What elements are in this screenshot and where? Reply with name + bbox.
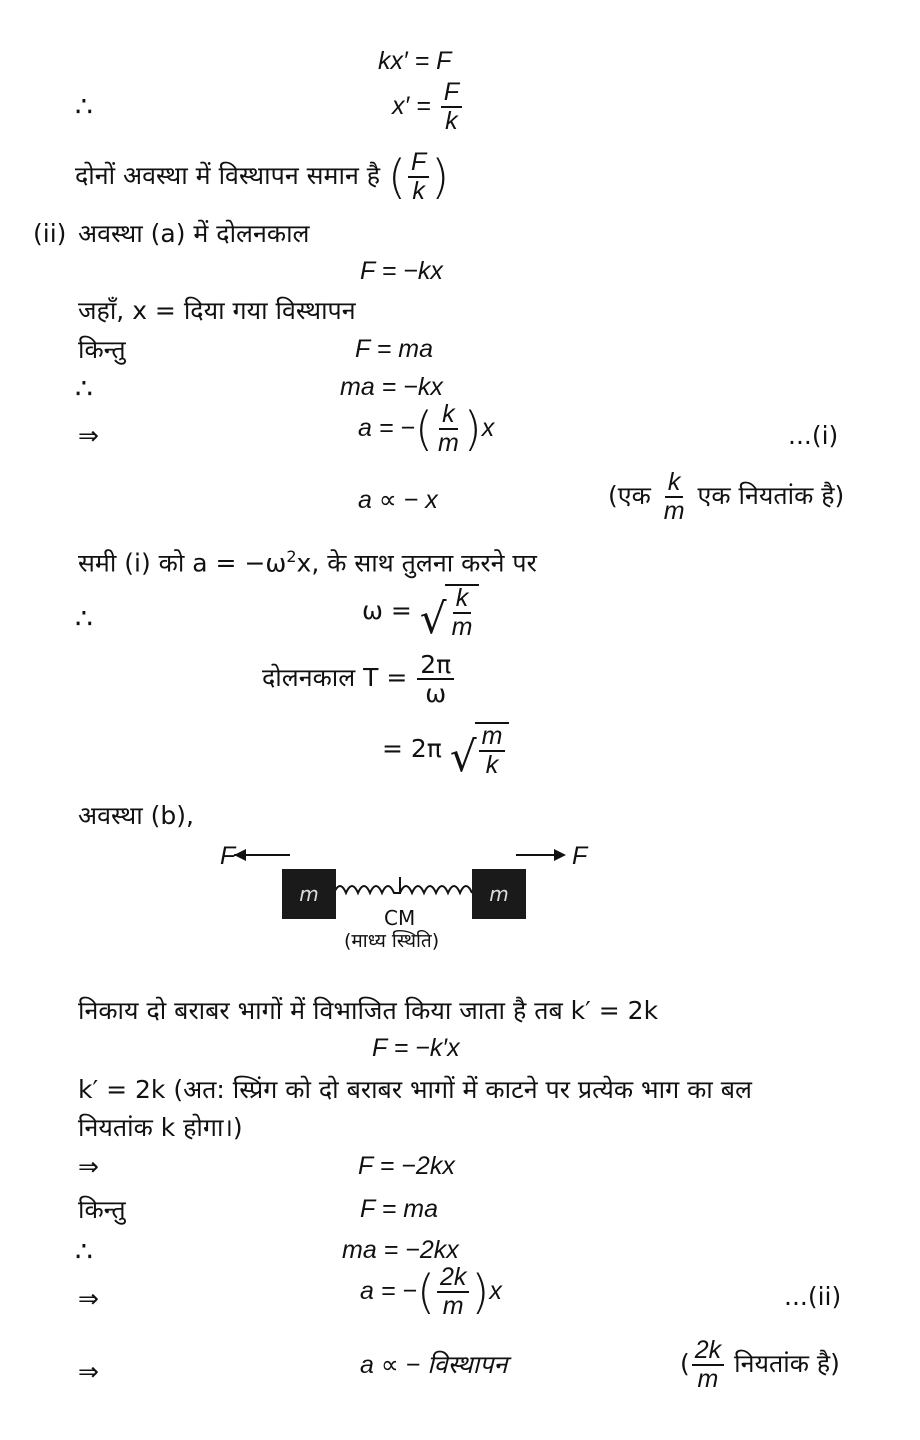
fraction-m-over-k: $\frac{m}{k}$ [479, 724, 506, 778]
square-root: √ $\frac{k}{m}$ [420, 584, 480, 640]
fraction-f-over-k: $\frac{F}{k}$ [408, 150, 429, 204]
equation-acceleration-ii: a = −( $\frac{2k}{m}$ )x [360, 1263, 502, 1320]
equation-k-prime: F = −k′x [372, 1034, 460, 1062]
therefore-symbol: ∴ [75, 90, 93, 123]
mean-position-label: (माध्य स्थिति) [344, 930, 440, 952]
implies-symbol: ⇒ [78, 1284, 99, 1313]
where-statement: जहाँ, x = दिया गया विस्थापन [78, 296, 356, 325]
equation-proportional-displacement: a ∝ − विस्थापन [360, 1351, 508, 1379]
spring-mass-diagram [220, 835, 600, 965]
but-label: किन्तु [78, 335, 126, 364]
equation-ma: ma = −kx [340, 373, 443, 401]
constant-note: (एक $\frac{k}{m}$ एक नियतांक है) [608, 468, 845, 525]
left-arrowhead-icon [234, 849, 246, 861]
equation-period-result: = 2π √ $\frac{m}{k}$ [382, 722, 509, 778]
equation-acceleration-i: a = −( $\frac{k}{m}$ )x [358, 400, 495, 457]
division-statement: निकाय दो बराबर भागों में विभाजित किया जाता है तब k′ = 2k [78, 996, 659, 1025]
equation-omega: ω = √ $\frac{k}{m}$ [362, 584, 479, 640]
equation-newton: F = ma [360, 1195, 439, 1223]
constant-note-2k: ( $\frac{2k}{m}$ नियतांक है) [680, 1336, 840, 1393]
comparison-statement: समी (i) को $a = -\omega^2x$, के साथ तुलना करने पर [78, 547, 537, 578]
case-b-heading: अवस्था (b), [78, 801, 194, 830]
fraction-k-over-m: $\frac{k}{m}$ [437, 400, 459, 457]
right-arrowhead-icon [554, 849, 566, 861]
therefore-symbol: ∴ [75, 372, 93, 405]
equation-kx-prime: kx′ = F [378, 47, 452, 75]
implies-symbol: ⇒ [78, 1357, 99, 1386]
equation-proportional: a ∝ − x [358, 486, 438, 514]
fraction-k-over-m: $\frac{k}{m}$ [451, 584, 473, 641]
but-label: किन्तु [78, 1195, 126, 1224]
square-root: √ $\frac{m}{k}$ [450, 722, 510, 778]
implies-symbol: ⇒ [78, 421, 99, 450]
fraction-f-over-k: $\frac{F}{k}$ [441, 80, 462, 134]
equation-tag-i: ...(i) [788, 421, 839, 450]
spring-cut-explanation-cont: नियतांक k होगा।) [78, 1113, 243, 1142]
therefore-symbol: ∴ [75, 1235, 93, 1268]
equation-ma-2k: ma = −2kx [342, 1236, 459, 1264]
equation-x-prime [392, 80, 464, 134]
mass-block-left: m [282, 869, 336, 919]
center-of-mass-label: CM [384, 906, 416, 930]
force-label-right: F [572, 842, 588, 870]
fraction-2k-over-m: $\frac{2k}{m}$ [692, 1338, 724, 1392]
implies-symbol: ⇒ [78, 1152, 99, 1181]
section-heading: अवस्था (a) में दोलनकाल [78, 219, 310, 248]
equation-tag-ii: ...(ii) [784, 1282, 842, 1311]
section-label-ii: (ii) [33, 219, 67, 248]
spring-coil [334, 877, 472, 893]
lhs: x′ = [392, 92, 431, 120]
mass-block-right: m [472, 869, 526, 919]
fraction-2pi-over-omega: $\frac{2\pi}{\omega}$ [417, 652, 454, 706]
equation-newton: F = ma [355, 335, 434, 363]
equation-hooke: F = −kx [360, 257, 443, 285]
equation-force-2k: F = −2kx [358, 1152, 455, 1180]
therefore-symbol: ∴ [75, 602, 93, 635]
fraction-2k-over-m: $\frac{2k}{m}$ [437, 1265, 469, 1319]
force-label-left: F [220, 842, 236, 870]
equation-period: दोलनकाल T = $\frac{2\pi}{\omega}$ [262, 652, 456, 706]
fraction-k-over-m: $\frac{k}{m}$ [663, 468, 685, 525]
displacement-same-statement: दोनों अवस्था में विस्थापन समान है ( $\frac{F}{k}$ ) [75, 148, 450, 205]
spring-cut-explanation: k′ = 2k (अत: स्प्रिंग को दो बराबर भागों में काटने पर प्रत्येक भाग का बल [78, 1075, 752, 1104]
